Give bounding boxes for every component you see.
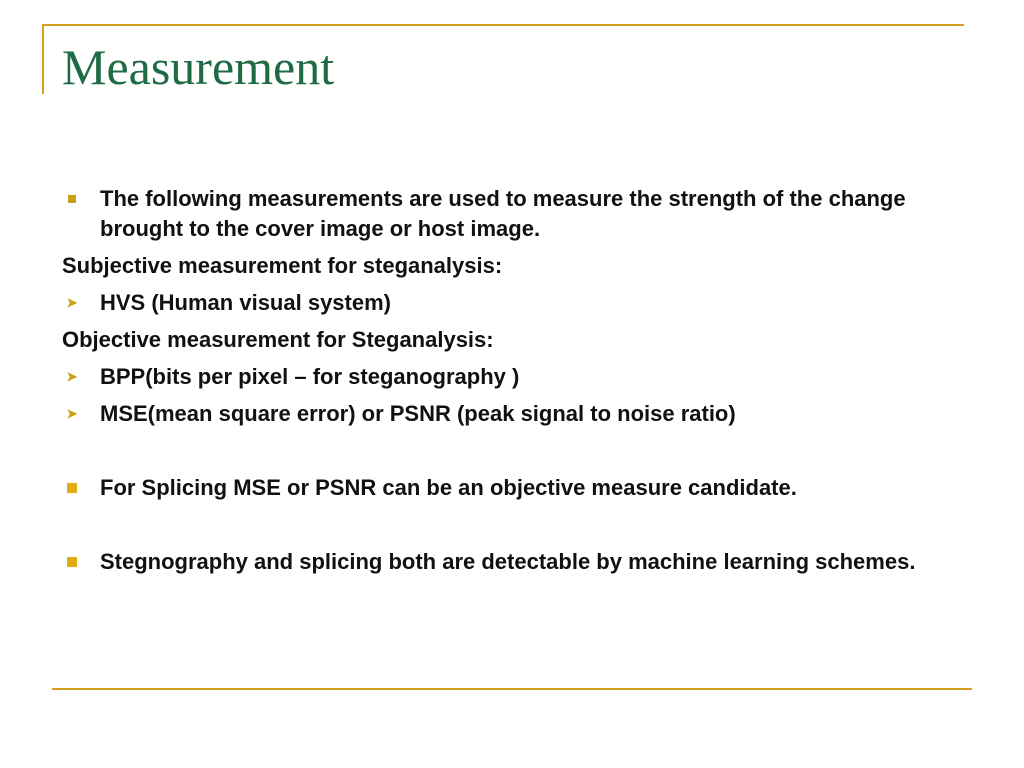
sub-bullet-text: HVS (Human visual system): [100, 290, 391, 315]
square-bullet-icon: [62, 184, 82, 214]
square-bullet-icon: [62, 547, 82, 577]
sub-bullet-item: [62, 288, 952, 318]
section-heading-text: Subjective measurement for steganalysis:: [62, 253, 503, 278]
bullet-text: The following measurements are used to measure the strength of the change brought to the cover image or host image.: [100, 186, 906, 241]
bullet-item: [62, 473, 952, 503]
section-heading-text: Objective measurement for Steganalysis:: [62, 327, 494, 352]
square-bullet-icon: [62, 473, 82, 503]
slide-title: Measurement: [62, 39, 335, 95]
sub-bullet-item: [62, 362, 952, 392]
arrow-bullet-icon: ➤: [66, 369, 78, 384]
arrow-bullet-icon: ➤: [66, 295, 78, 310]
bottom-border-line: [52, 688, 972, 690]
bullet-text: Stegnography and splicing both are detectable by machine learning schemes.: [100, 549, 916, 574]
sub-bullet-text: BPP(bits per pixel – for steganography ): [100, 364, 520, 389]
top-border-line: [42, 24, 964, 26]
slide-body: [62, 184, 952, 577]
section-heading: [62, 251, 952, 281]
left-border-line: [42, 24, 44, 94]
sub-bullet-item: [62, 399, 952, 429]
bullet-item: [62, 184, 952, 244]
bullet-text: For Splicing MSE or PSNR can be an objective measure candidate.: [100, 475, 797, 500]
section-heading: [62, 325, 952, 355]
sub-bullet-text: MSE(mean square error) or PSNR (peak signal to noise ratio): [100, 401, 736, 426]
bullet-item: [62, 547, 952, 577]
arrow-bullet-icon: ➤: [66, 406, 78, 421]
